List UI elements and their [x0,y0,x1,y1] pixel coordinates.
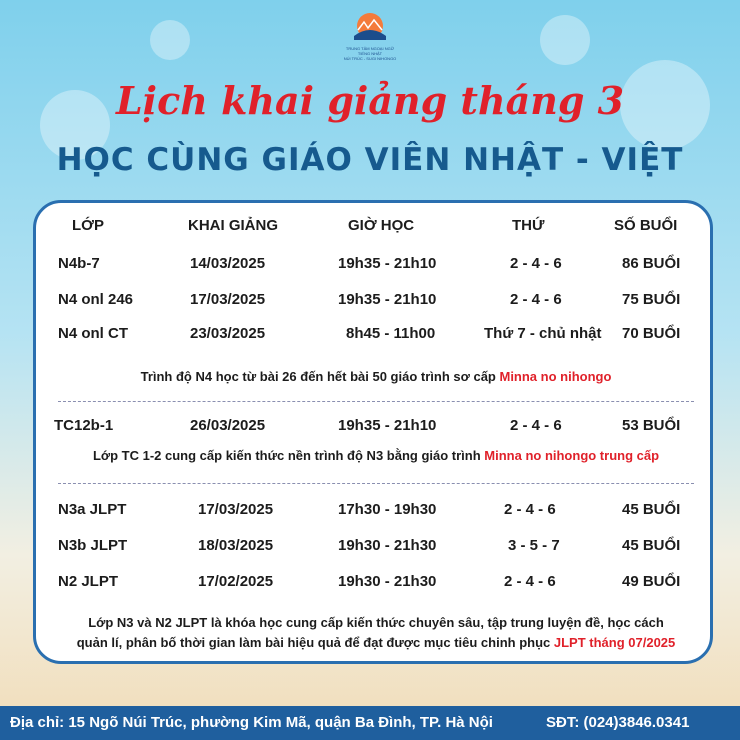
row-time: 8h45 - 11h00 [346,325,436,342]
row-time: 19h35 - 21h10 [338,417,437,434]
row-sessions: 75 BUỔI [622,291,681,308]
row-class: N3a JLPT [58,501,127,518]
row-sessions: 45 BUỔI [622,537,681,554]
row-days: 2 - 4 - 6 [510,291,562,308]
center-logo [340,10,400,62]
note-tc: Lớp TC 1-2 cung cấp kiến thức nền trình độ N3 bằng giáo trình Minna no nihongo trung cấp [92,448,660,463]
footer-address: Địa chỉ: 15 Ngõ Núi Trúc, phường Kim Mã, quận Ba Đình, TP. Hà Nội [10,714,493,731]
row-sessions: 53 BUỔI [622,417,681,434]
row-time: 19h30 - 21h30 [338,537,437,554]
row-class: TC12b-1 [54,417,114,434]
row-days: 2 - 4 - 6 [510,417,562,434]
row-start-date: 26/03/2025 [190,417,266,434]
row-class: N2 JLPT [58,573,119,590]
header-days: THỨ [512,217,545,234]
header-class: LỚP [72,217,104,234]
row-sessions: 70 BUỔI [622,325,681,342]
note-jlpt-line-2: quản lí, phân bố thời gian làm bài hiệu quả để đạt được mục tiêu chinh phục JLPT tháng 07/2025 [76,635,676,650]
row-start-date: 17/03/2025 [198,501,274,518]
note-n4: Trình độ N4 học từ bài 26 đến hết bài 50 giáo trình sơ cấp Minna no nihongo [140,369,612,384]
row-days: 2 - 4 - 6 [510,255,562,272]
row-days: 3 - 5 - 7 [508,537,560,554]
background-bokeh [150,20,190,60]
row-time: 19h35 - 21h10 [338,291,437,308]
row-class: N4 onl 246 [58,291,134,308]
row-days: 2 - 4 - 6 [504,501,556,518]
note-jlpt-line-1: Lớp N3 và N2 JLPT là khóa học cung cấp kiến thức chuyên sâu, tập trung luyện đề, học cách [88,615,664,630]
row-time: 19h30 - 21h30 [338,573,437,590]
footer-bar [0,706,740,740]
row-days: Thứ 7 - chủ nhật [484,325,602,342]
row-days: 2 - 4 - 6 [504,573,556,590]
row-start-date: 17/03/2025 [190,291,266,308]
row-sessions: 45 BUỔI [622,501,681,518]
row-sessions: 86 BUỔI [622,255,681,272]
logo-sun-icon [350,10,390,46]
row-start-date: 14/03/2025 [190,255,266,272]
script-title: Lịch khai giảng tháng 3 [115,78,625,123]
row-sessions: 49 BUỔI [622,573,681,590]
row-start-date: 23/03/2025 [190,325,266,342]
row-class: N3b JLPT [58,537,128,554]
row-class: N4b-7 [58,255,100,272]
background-bokeh [540,15,590,65]
divider [58,483,694,484]
row-start-date: 18/03/2025 [198,537,274,554]
main-title: HỌC CÙNG GIÁO VIÊN NHẬT - VIỆT [56,142,684,178]
header-time: GIỜ HỌC [348,217,415,234]
logo-line-1: TRUNG TÂM NGOẠI NGỮ TIẾNG NHẬT [345,46,395,56]
divider [58,401,694,402]
row-time: 17h30 - 19h30 [338,501,437,518]
row-class: N4 onl CT [58,325,128,342]
schedule-card [33,200,713,664]
header-sessions: SỐ BUỔI [614,217,678,234]
header-start-date: KHAI GIẢNG [188,217,278,234]
row-start-date: 17/02/2025 [198,573,274,590]
footer-phone: SĐT: (024)3846.0341 [546,714,690,731]
logo-line-2: NÚI TRÚC - SUGI NIHONGO [343,56,397,61]
row-time: 19h35 - 21h10 [338,255,437,272]
